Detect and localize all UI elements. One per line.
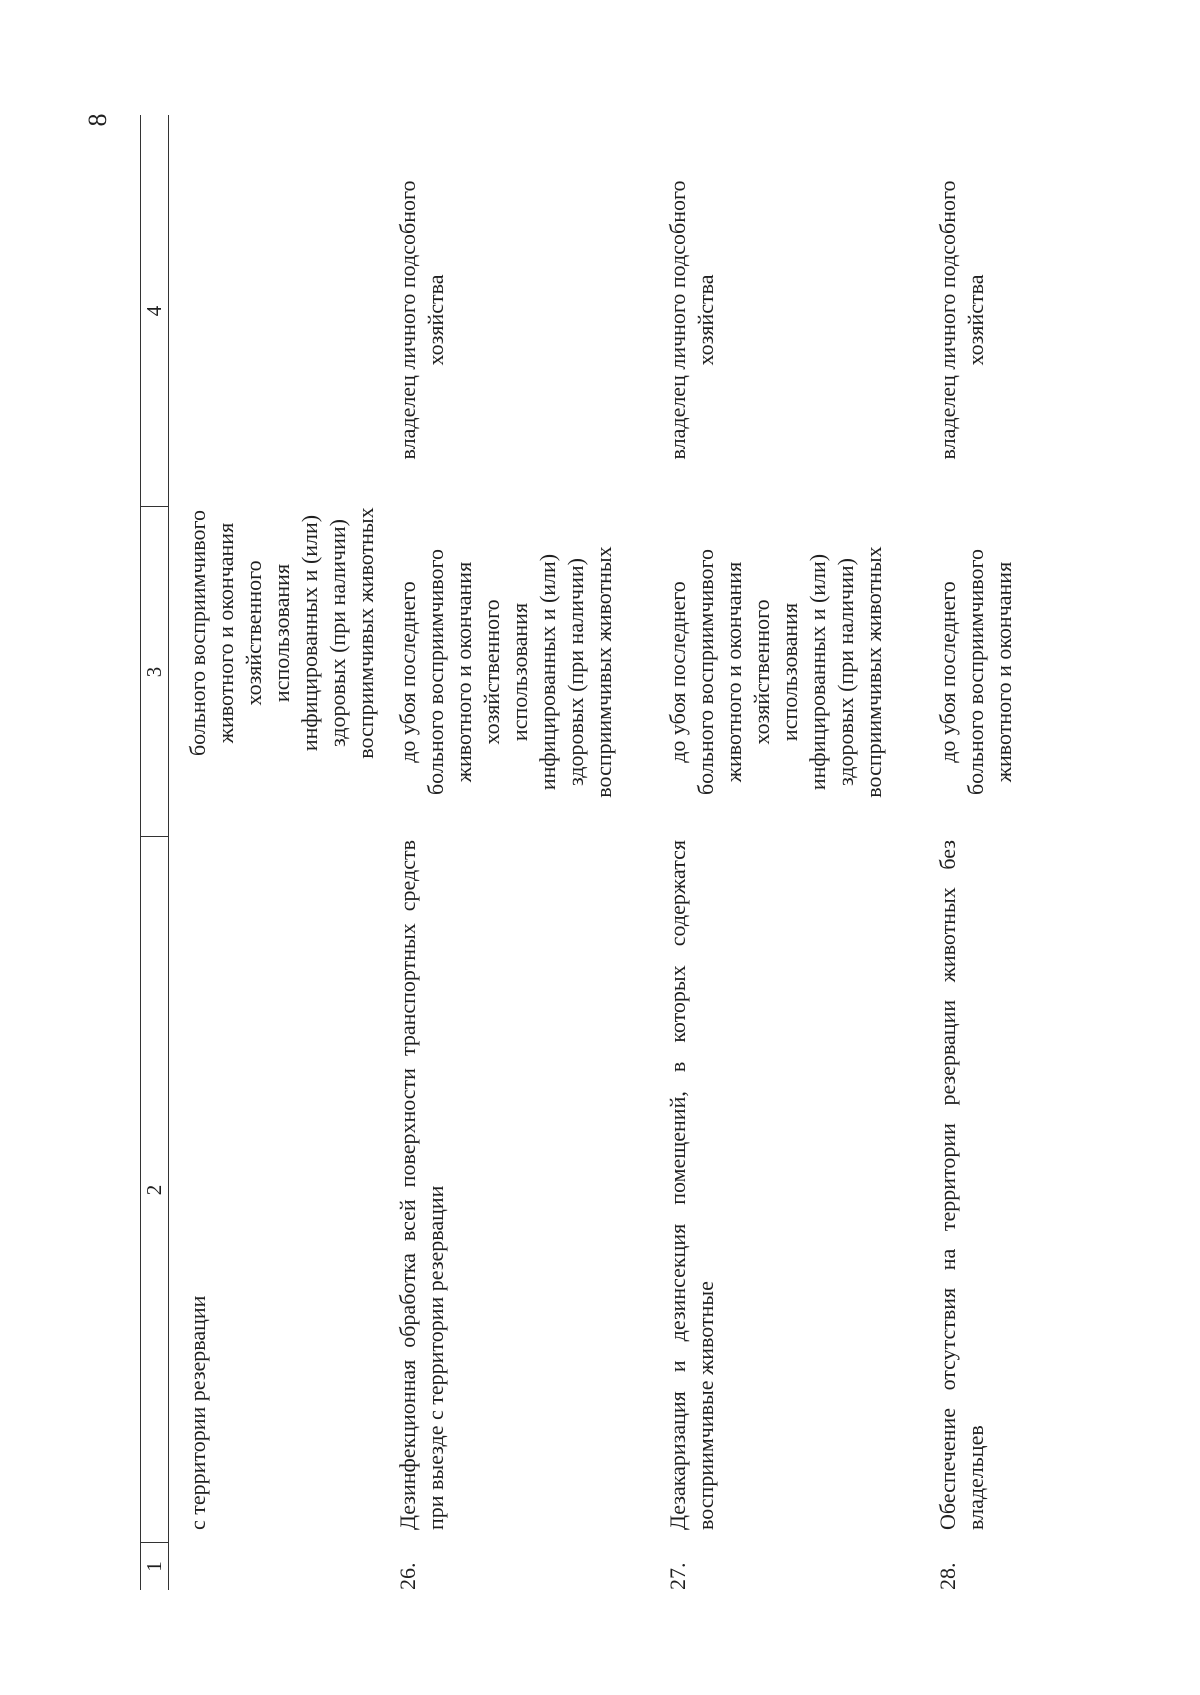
header-bottom-border bbox=[168, 115, 169, 1590]
term-line: восприимчивых животных bbox=[353, 507, 378, 759]
term-line: хозяйственного bbox=[749, 599, 774, 745]
continuation-description: с территории резервации bbox=[185, 1295, 210, 1530]
term-line: больного восприимчивого bbox=[963, 549, 988, 796]
term-line: здоровых (при наличии) bbox=[563, 558, 588, 786]
header-col-2: 2 bbox=[142, 1184, 166, 1196]
term-line: хозяйственного bbox=[479, 599, 504, 745]
responsible-line: владелец личного подсобного bbox=[665, 180, 690, 460]
row-term bbox=[664, 522, 888, 822]
row-responsible bbox=[934, 150, 990, 490]
row-term bbox=[934, 522, 1018, 822]
term-line: животного и окончания bbox=[991, 561, 1016, 783]
header-top-border bbox=[140, 115, 141, 1590]
term-line: использования bbox=[777, 602, 802, 742]
row-responsible bbox=[664, 150, 720, 490]
term-line: инфицированных и (или) bbox=[805, 553, 830, 791]
row-responsible bbox=[394, 150, 450, 490]
row-number: 26. bbox=[395, 1562, 420, 1590]
term-line: инфицированных и (или) bbox=[535, 553, 560, 791]
row-description: Дезинфекционная обработка всей поверхности транспортных средств при выезде с территории резервации bbox=[395, 840, 448, 1530]
responsible-line: хозяйства bbox=[963, 274, 988, 366]
row-description: Обеспечение отсутствия на территории резервации животных без владельцев bbox=[935, 840, 988, 1530]
term-line: хозяйственного bbox=[241, 560, 266, 706]
continuation-term bbox=[184, 483, 380, 783]
term-line: использования bbox=[507, 602, 532, 742]
term-line: использования bbox=[269, 563, 294, 703]
row-number: 28. bbox=[935, 1562, 960, 1590]
term-line: животного и окончания bbox=[721, 561, 746, 783]
header-col-4: 4 bbox=[142, 305, 166, 317]
responsible-line: хозяйства bbox=[693, 274, 718, 366]
row-number: 27. bbox=[665, 1562, 690, 1590]
term-line: восприимчивых животных bbox=[861, 546, 886, 798]
row-term bbox=[394, 522, 618, 822]
term-line: животного и окончания bbox=[213, 522, 238, 744]
term-line: больного восприимчивого bbox=[423, 549, 448, 796]
term-line: здоровых (при наличии) bbox=[833, 558, 858, 786]
term-line: здоровых (при наличии) bbox=[325, 519, 350, 747]
term-line: инфицированных и (или) bbox=[297, 514, 322, 752]
header-col-3: 3 bbox=[142, 666, 166, 678]
term-line: до убоя последнего bbox=[395, 581, 420, 763]
term-line: животного и окончания bbox=[451, 561, 476, 783]
responsible-line: хозяйства bbox=[423, 274, 448, 366]
term-line: больного восприимчивого bbox=[185, 510, 210, 757]
term-line: до убоя последнего bbox=[935, 581, 960, 763]
term-line: до убоя последнего bbox=[665, 581, 690, 763]
rotated-table bbox=[140, 110, 1100, 1590]
responsible-line: владелец личного подсобного bbox=[395, 180, 420, 460]
term-line: восприимчивых животных bbox=[591, 546, 616, 798]
term-line: больного восприимчивого bbox=[693, 549, 718, 796]
header-col-1: 1 bbox=[142, 1561, 166, 1572]
row-description: Дезакаризация и дезинсекция помещений, в которых содержатся восприимчивые животные bbox=[665, 840, 718, 1530]
responsible-line: владелец личного подсобного bbox=[935, 180, 960, 460]
page-number: 8 bbox=[83, 113, 112, 127]
